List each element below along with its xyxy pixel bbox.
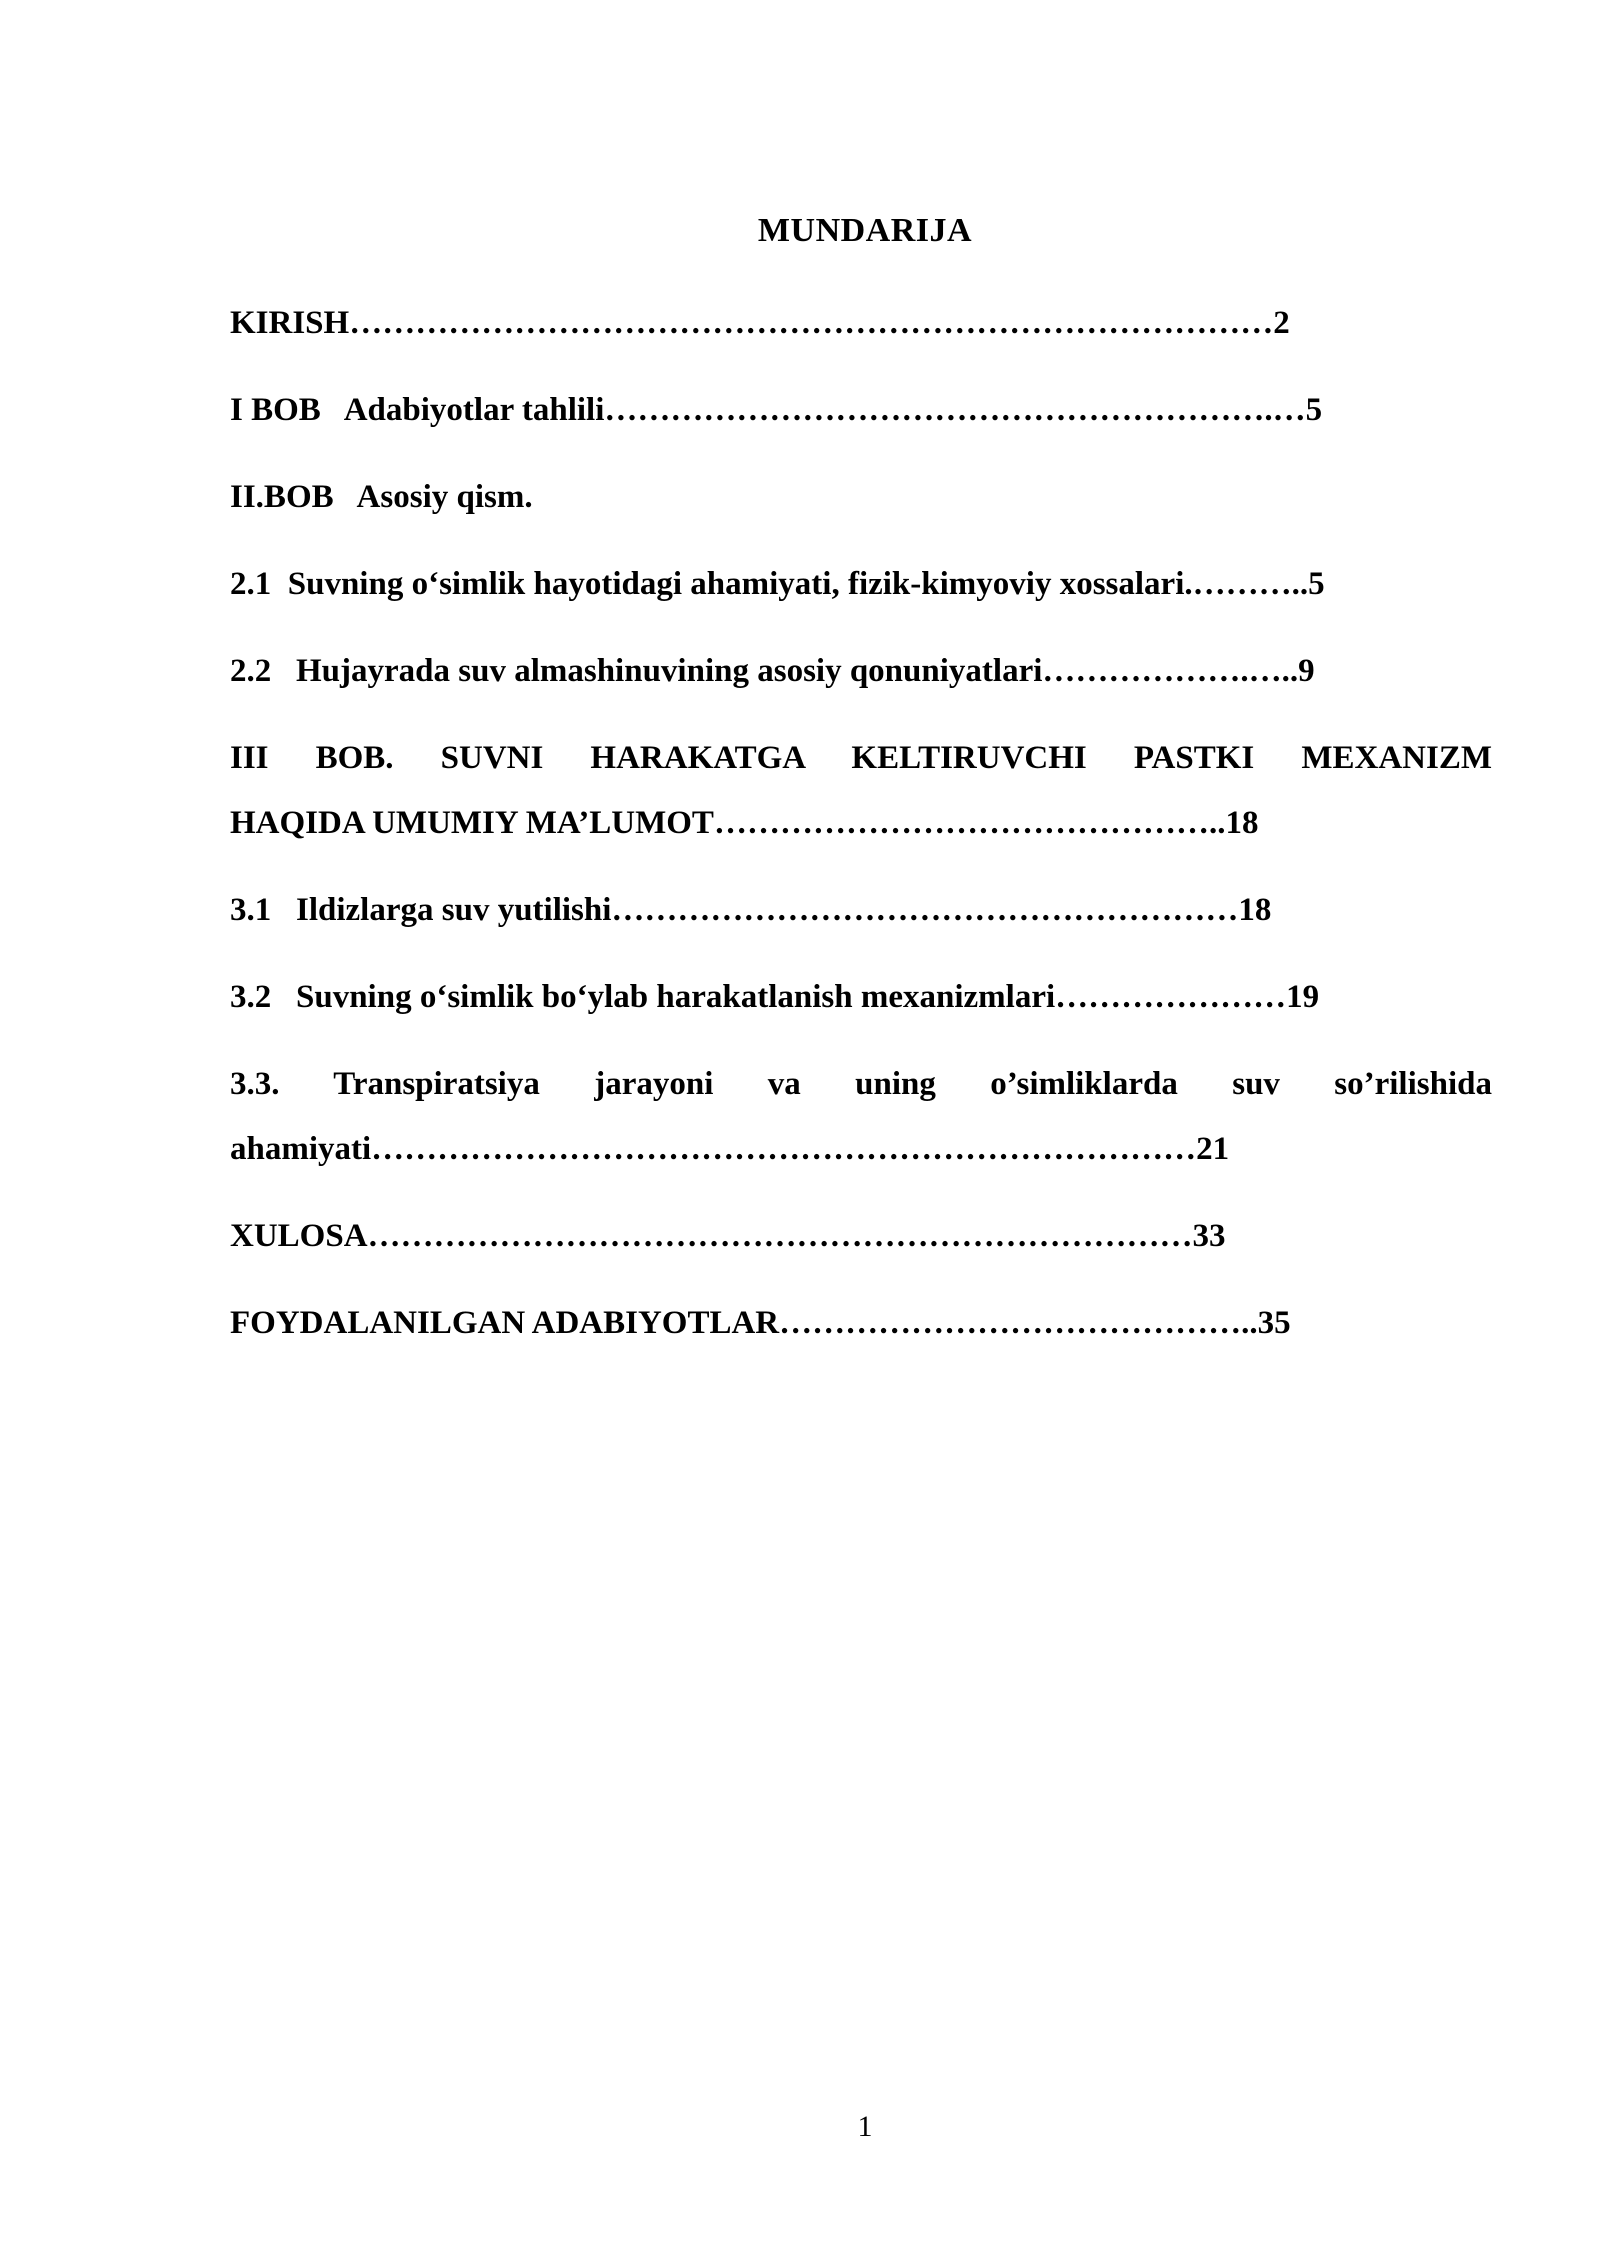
toc-entry-kirish: KIRISH…………………………………………………………………………2 [230, 305, 1290, 341]
page-title: MUNDARIJA [757, 212, 973, 249]
toc-entry-2-1: 2.1 Suvning o‘simlik hayotidagi ahamiyati, fizik-kimyoviy xossalari.………..5 [230, 566, 1325, 602]
toc-entry-foydalanilgan: FOYDALANILGAN ADABIYOTLAR……………………………………..35 [230, 1305, 1291, 1341]
toc-entry-bob2: II.BOB Asosiy qism. [230, 479, 533, 515]
toc-entry-2-2: 2.2 Hujayrada suv almashinuvining asosiy qonuniyatlari……………….…..9 [230, 653, 1315, 689]
toc-entry-3-2: 3.2 Suvning o‘simlik bo‘ylab harakatlanish mexanizmlari…………………19 [230, 979, 1320, 1015]
page-number: 1 [857, 2110, 873, 2143]
toc-entry-bob3-line1: III BOB. SUVNI HARAKATGA KELTIRUVCHI PASTKI MEXANIZM [230, 740, 1492, 776]
toc-entry-3-3-line1: 3.3. Transpiratsiya jarayoni va uning o’simliklarda suv so’rilishida [230, 1066, 1492, 1102]
toc-entry-xulosa: XULOSA…………………………………………………………………33 [230, 1218, 1226, 1254]
toc-entry-bob1: I BOB Adabiyotlar tahlili…………………………………………………….…5 [230, 392, 1323, 428]
toc-entry-3-3-line2: ahamiyati…………………………………………………………………21 [230, 1131, 1230, 1167]
toc-entry-3-1: 3.1 Ildizlarga suv yutilishi…………………………………………………18 [230, 892, 1272, 928]
toc-entry-bob3-line2: HAQIDA UMUMIY MA’LUMOT………………………………………..18 [230, 805, 1259, 841]
